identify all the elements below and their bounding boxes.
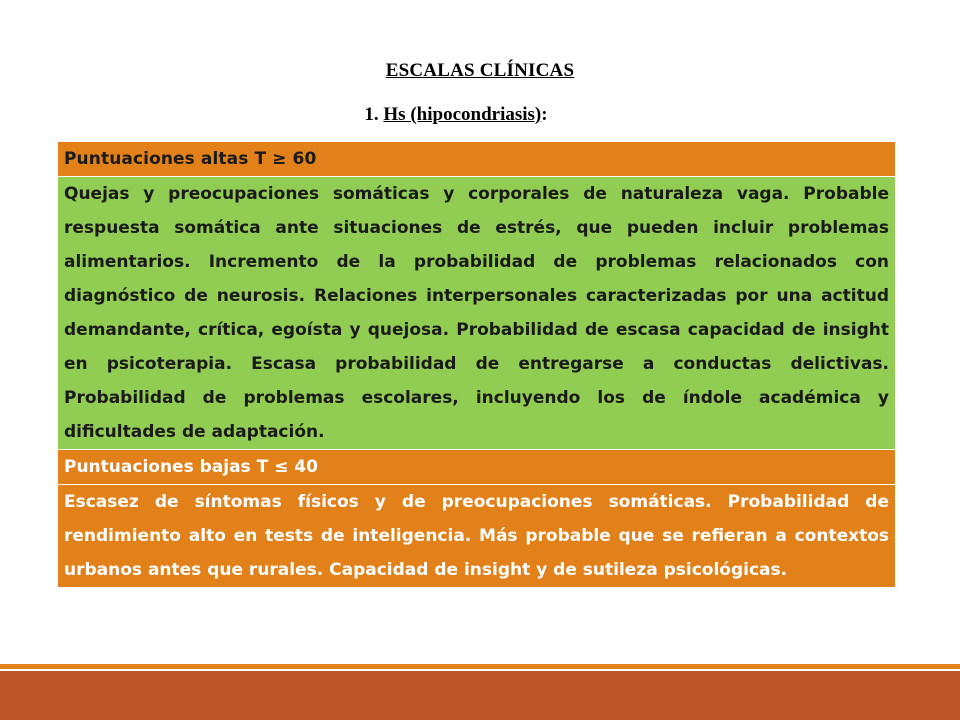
table-row	[58, 450, 896, 485]
subtitle-prefix: 1.	[364, 104, 384, 125]
footer-accent-line	[0, 664, 960, 669]
subtitle-suffix: :	[541, 104, 548, 125]
high-scores-description: Quejas y preocupaciones somáticas y corporales de naturaleza vaga. Probable respuesta somática ante situaciones de estrés, que pueden incluir problemas alimentarios. Incremento de la probabilidad de problemas relacionados con diagnóstico de neurosis. Relaciones interpersonales caracterizadas por una actitud demandante, crítica, egoísta y quejosa. Probabilidad de escasa capacidad de insight en psicoterapia. Escasa probabilidad de entregarse a conductas delictivas. Probabilidad de problemas escolares, incluyendo los de índole académica y dificultades de adaptación.	[58, 177, 896, 450]
subtitle-scale-name: Hs (hipocondriasis)	[383, 104, 542, 125]
high-scores-header: Puntuaciones altas T ≥ 60	[58, 142, 896, 177]
low-scores-description: Escasez de síntomas físicos y de preocupaciones somáticas. Probabilidad de rendimiento alto en tests de inteligencia. Más probable que se refieran a contextos urbanos antes que rurales. Capacidad de insight y de sutileza psicológicas.	[58, 485, 896, 588]
table-row	[58, 485, 896, 588]
scale-subtitle	[0, 104, 912, 126]
slide-title: ESCALAS CLÍNICAS	[385, 60, 575, 81]
footer-bar	[0, 671, 960, 720]
interpretation-table	[57, 141, 896, 588]
table-row	[58, 142, 896, 177]
low-scores-header: Puntuaciones bajas T ≤ 40	[58, 450, 896, 485]
table-row	[58, 177, 896, 450]
